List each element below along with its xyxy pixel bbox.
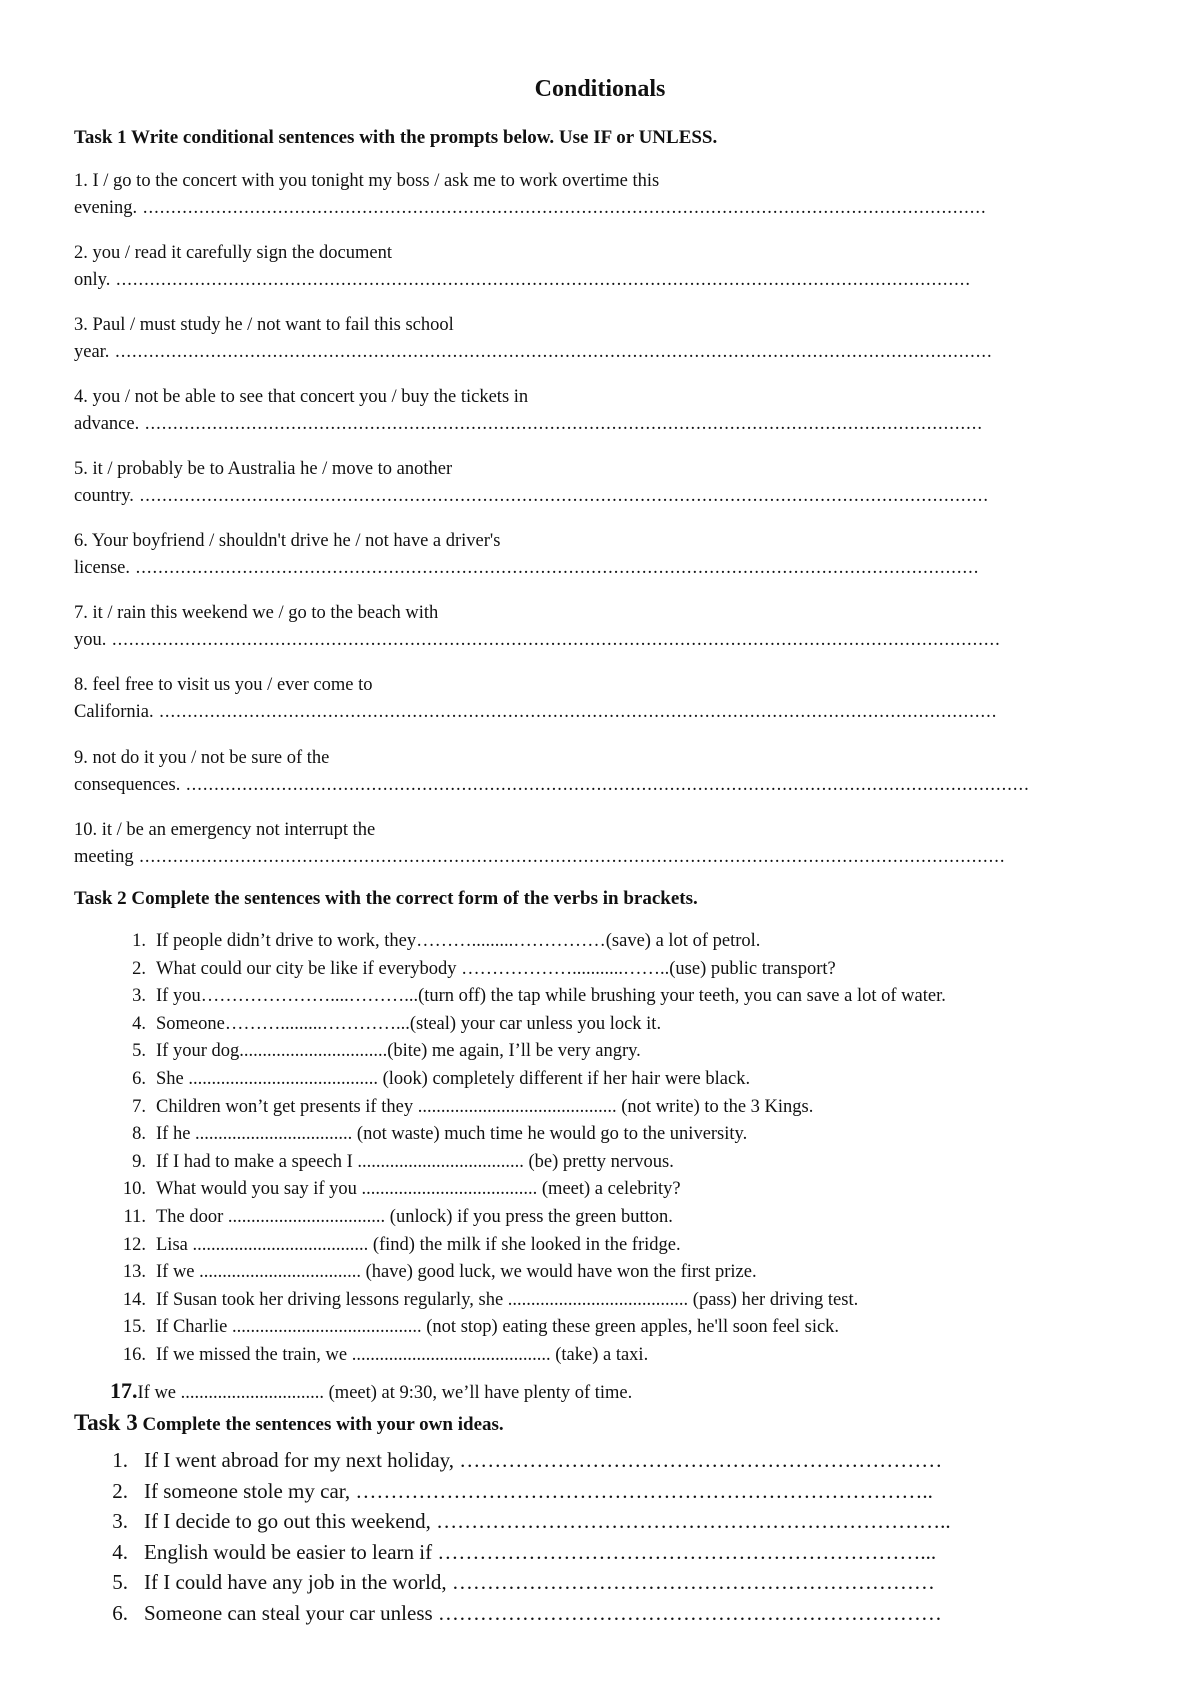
task1-answer-line[interactable] xyxy=(74,699,997,726)
task2-item-text: If Susan took her driving lessons regularly, she ....................................... (pass) her driving test. xyxy=(156,1289,859,1310)
task2-item xyxy=(110,1342,648,1369)
task3-heading-text: Complete the sentences with your own ideas. xyxy=(137,1414,504,1435)
task1-prompt: 3. Paul / must study he / not want to fail this school xyxy=(74,315,454,335)
task1-word: California. xyxy=(74,702,154,722)
task1-prompt: 4. you / not be able to see that concert you / buy the tickets in xyxy=(74,387,529,407)
page-title: Conditionals xyxy=(534,76,666,102)
task2-item xyxy=(110,1149,674,1176)
task2-item-number: 14. xyxy=(122,1289,146,1310)
task1-word: year. xyxy=(74,342,110,362)
task2-item-text: If people didn’t drive to work, they……….........……………(save) a lot of petrol. xyxy=(156,931,761,951)
task2-item-text: Someone……….........…………...(steal) your car unless you lock it. xyxy=(156,1013,662,1034)
task1-answer-line[interactable] xyxy=(74,772,1030,799)
answer-dots: ...................................................................................................................................................... xyxy=(180,775,1030,795)
task2-item-number: 10. xyxy=(122,1179,146,1200)
task3-heading-prefix: Task 3 xyxy=(74,1410,138,1435)
task2-item xyxy=(110,1204,673,1231)
task2-item-text: Children won’t get presents if they ........................................... (not write) to the 3 Kings. xyxy=(156,1096,814,1117)
task1-prompt: 1. I / go to the concert with you tonight my boss / ask me to work overtime this xyxy=(74,171,660,191)
task2-item-text: Lisa ...................................... (find) the milk if she looked in the fridge. xyxy=(156,1234,681,1255)
answer-dots: ........................................................................................................................................................ xyxy=(110,270,971,290)
task2-item-number: 17. xyxy=(110,1378,138,1403)
task1-item xyxy=(74,240,971,294)
task2-item xyxy=(110,1011,661,1038)
task2-item-number: 6. xyxy=(132,1069,146,1089)
task2-item-number: 12. xyxy=(122,1234,146,1255)
task2-item-text: What would you say if you ...................................... (meet) a celebrity? xyxy=(156,1179,681,1200)
task2-item-text: If Charlie ......................................... (not stop) eating these green apples, he'll soon feel sick. xyxy=(156,1317,840,1338)
task1-item xyxy=(74,600,1001,654)
task1-prompt: 9. not do it you / not be sure of the xyxy=(74,748,330,768)
task2-item-text: If he .................................. (not waste) much time he would go to the university. xyxy=(156,1124,748,1145)
task2-item-text: If we ............................... (meet) at 9:30, we’ll have plenty of time. xyxy=(137,1383,633,1403)
task2-item-number: 13. xyxy=(122,1262,146,1283)
task2-item xyxy=(110,1232,681,1259)
task1-word: advance. xyxy=(74,414,140,434)
task1-word: license. xyxy=(74,558,130,578)
task2-item-text: If we ................................... (have) good luck, we would have won the first prize. xyxy=(156,1262,757,1283)
task1-item xyxy=(74,312,993,366)
task2-item xyxy=(110,1121,747,1148)
answer-dots: ....................................................................................................................................................... xyxy=(133,486,989,506)
task3-item-number: 4. xyxy=(112,1539,128,1564)
task2-item xyxy=(110,983,946,1010)
task3-heading xyxy=(74,1410,504,1436)
answer-dots: .............................................................................................................................................................. xyxy=(106,630,1001,650)
task3-item-text: If I went abroad for my next holiday, …………………………………………………………… xyxy=(144,1448,943,1472)
task1-prompt: 8. feel free to visit us you / ever come to xyxy=(74,675,373,695)
answer-dots: ...................................................................................................................................................... xyxy=(130,558,980,578)
task1-word: meeting xyxy=(74,847,134,867)
task2-item-number: 5. xyxy=(132,1041,146,1062)
task2-item-text: If your dog................................(bite) me again, I’ll be very angry. xyxy=(156,1041,641,1062)
task1-item xyxy=(74,672,997,726)
task1-item xyxy=(74,745,1030,799)
task1-heading: Task 1 Write conditional sentences with the prompts below. Use IF or UNLESS. xyxy=(74,127,718,148)
task2-item xyxy=(110,928,760,955)
task2-item-text: What could our city be like if everybody ………………...........……..(use) public transport? xyxy=(156,958,836,979)
task1-word: only. xyxy=(74,270,111,290)
task1-prompt: 7. it / rain this weekend we / go to the beach with xyxy=(74,603,439,623)
task2-item xyxy=(110,1287,858,1314)
task2-item-number: 2. xyxy=(132,958,146,979)
task3-item-number: 3. xyxy=(112,1509,128,1533)
task3-item-text: English would be easier to learn if ……………………………………………………………... xyxy=(144,1539,937,1564)
task3-item xyxy=(108,1598,942,1628)
task2-item-number: 8. xyxy=(132,1124,146,1145)
task2-item-number: 4. xyxy=(132,1013,146,1034)
task3-item xyxy=(108,1567,935,1597)
task2-item-text: If we missed the train, we ........................................... (take) a taxi. xyxy=(156,1345,649,1365)
task1-prompt: 6. Your boyfriend / shouldn't drive he / not have a driver's xyxy=(74,531,501,551)
task3-item xyxy=(108,1537,936,1567)
task1-word: consequences. xyxy=(74,775,181,795)
task2-item xyxy=(110,1259,757,1286)
task3-item-text: If I decide to go out this weekend, ……………………………………………………………….. xyxy=(144,1509,951,1533)
task1-word: country. xyxy=(74,486,134,506)
task1-answer-line[interactable] xyxy=(74,195,987,222)
task1-answer-line[interactable] xyxy=(74,339,993,366)
answer-dots: ..................................................................................................................................................... xyxy=(153,702,998,722)
task1-answer-line[interactable] xyxy=(74,411,983,438)
task3-item-text: Someone can steal your car unless ……………………………………………………………… xyxy=(144,1600,942,1625)
task1-answer-line[interactable] xyxy=(74,627,1001,654)
task2-item-number: 15. xyxy=(122,1317,146,1338)
task1-answer-line[interactable] xyxy=(74,483,989,510)
task3-item-number: 2. xyxy=(112,1478,128,1503)
task2-item-number: 1. xyxy=(132,931,146,951)
task2-item-text: The door .................................. (unlock) if you press the green button. xyxy=(156,1207,673,1227)
task1-answer-line[interactable] xyxy=(74,844,1005,871)
task1-item xyxy=(74,456,989,510)
task1-item xyxy=(74,384,983,438)
task3-item-number: 5. xyxy=(112,1570,128,1594)
task2-item xyxy=(110,1314,839,1341)
task2-item xyxy=(110,956,836,983)
task3-item xyxy=(108,1476,933,1506)
task3-item-number: 1. xyxy=(112,1448,128,1472)
task1-answer-line[interactable] xyxy=(74,267,971,294)
task2-item xyxy=(110,1094,813,1121)
answer-dots: ..................................................................................................................................................... xyxy=(139,414,983,434)
task1-item xyxy=(74,528,979,582)
task2-heading: Task 2 Complete the sentences with the correct form of the verbs in brackets. xyxy=(74,888,698,909)
task3-item-number: 6. xyxy=(112,1600,128,1625)
task2-item-number: 7. xyxy=(132,1096,146,1117)
task1-prompt: 10. it / be an emergency not interrupt the xyxy=(74,820,376,840)
task2-item xyxy=(110,1176,681,1203)
task2-item-17 xyxy=(110,1378,632,1404)
task1-prompt: 2. you / read it carefully sign the document xyxy=(74,243,393,263)
task3-item xyxy=(108,1445,942,1475)
answer-dots: ...................................................................................................................................................... xyxy=(137,198,987,218)
task3-item-text: If I could have any job in the world, …………………………………………………………… xyxy=(144,1570,935,1594)
task1-prompt: 5. it / probably be to Australia he / move to another xyxy=(74,459,453,479)
task1-item xyxy=(74,168,987,222)
answer-dots: ............................................................................................................................................................ xyxy=(109,342,993,362)
task2-item-text: If you…………………....………...(turn off) the tap while brushing your teeth, you can save a lot of water. xyxy=(156,986,946,1007)
task3-item xyxy=(108,1506,951,1536)
task1-word: evening. xyxy=(74,198,138,218)
task1-answer-line[interactable] xyxy=(74,555,979,582)
task2-item-text: If I had to make a speech I .................................... (be) pretty nervous. xyxy=(156,1151,674,1172)
task2-item xyxy=(110,1066,750,1093)
task2-item xyxy=(110,1038,641,1065)
task3-item-text: If someone stole my car, ……………………………………………………………………….. xyxy=(144,1478,933,1503)
task2-item-number: 9. xyxy=(132,1151,146,1172)
task2-item-number: 11. xyxy=(123,1207,146,1227)
task2-item-text: She ......................................... (look) completely different if her hair were black. xyxy=(156,1069,751,1089)
task1-word: you. xyxy=(74,630,107,650)
task2-item-number: 16. xyxy=(122,1345,146,1365)
task1-item xyxy=(74,817,1005,871)
task2-item-number: 3. xyxy=(132,986,146,1007)
answer-dots: .......................................................................................................................................................... xyxy=(133,847,1006,867)
